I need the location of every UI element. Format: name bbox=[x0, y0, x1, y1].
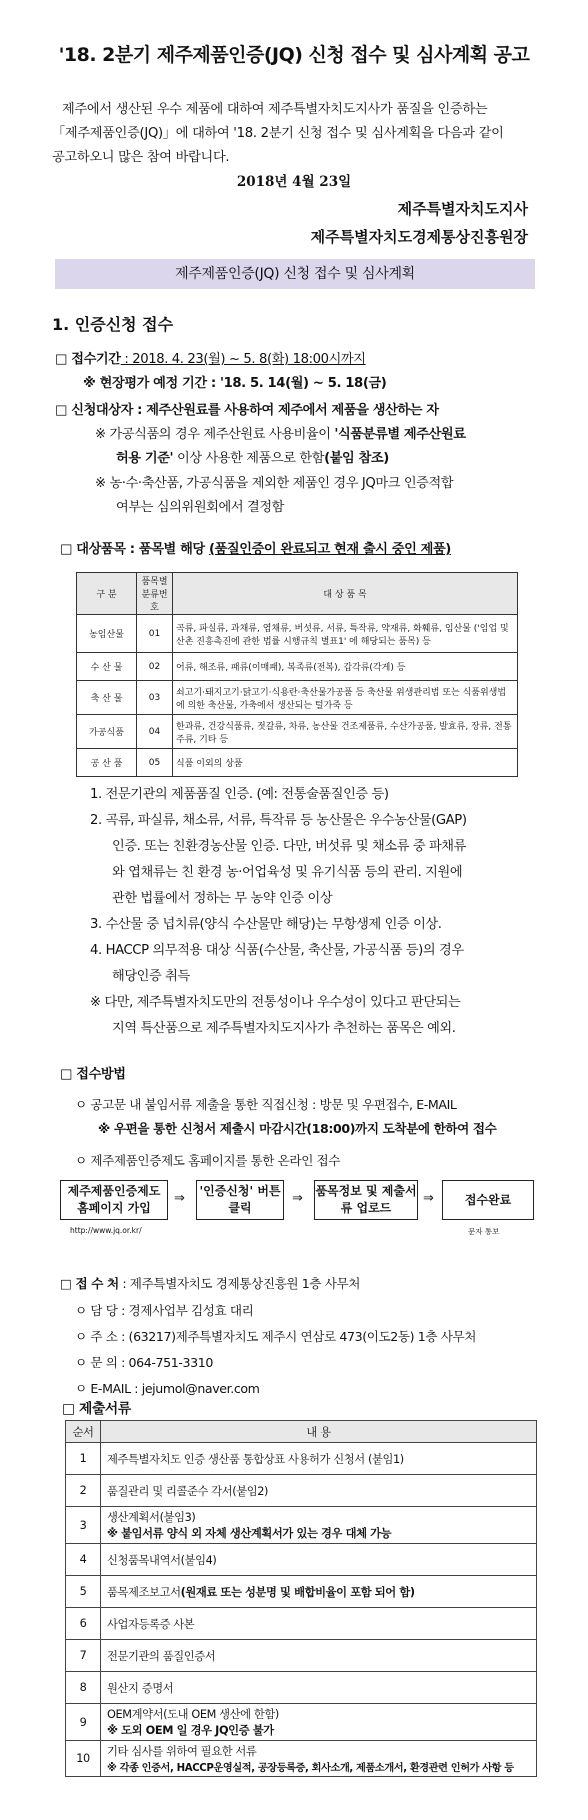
other-products-note-2: 여부는 심의위원회에서 결정함 bbox=[116, 500, 284, 515]
doc-no: 1 bbox=[66, 1443, 101, 1475]
row-desc: 어류, 해조류, 패류(이매패), 복족류(전복), 갑각류(각게) 등 bbox=[173, 653, 518, 681]
processed-food-note-2 bbox=[116, 447, 389, 466]
row-category: 축 산 물 bbox=[77, 681, 137, 715]
doc-title: 신청품목내역서(붙임4) bbox=[107, 1553, 217, 1567]
doc-no: 4 bbox=[66, 1544, 101, 1576]
note-bold-2: 허용 기준' bbox=[116, 451, 174, 466]
row-code: 05 bbox=[137, 749, 173, 777]
criteria-exception-cont: 지역 특산품으로 제주특별자치도지사가 추천하는 품목은 예외. bbox=[112, 1021, 456, 1036]
reception-period-label: □ 접수기간 bbox=[55, 352, 121, 367]
doc-title: 사업자등록증 사본 bbox=[107, 1617, 195, 1631]
doc-title: 품질관리 및 리콜준수 각서(붙임2) bbox=[107, 1484, 269, 1498]
doc-title: 생산계획서(붙임3) bbox=[107, 1511, 196, 1524]
flow-step-signup: 제주제품인증제도 홈페이지 가입 bbox=[60, 1180, 168, 1220]
flow-arrow-icon: ⇒ bbox=[292, 1191, 303, 1206]
other-products-note: ※ 농·수·축산품, 가공식품을 제외한 제품인 경우 JQ마크 인증적합 bbox=[95, 476, 454, 491]
row-desc: 한과류, 건강식품류, 젓갈류, 차류, 농산물 건조제품류, 수산가공품, 발효류, 장류, 전통주류, 기타 등 bbox=[173, 715, 518, 749]
applicant-eligibility bbox=[55, 399, 439, 418]
target-items-condition: (품질인증이 완료되고 현재 출시 중인 제품) bbox=[208, 542, 451, 557]
target-items bbox=[60, 538, 451, 557]
contact-address: ㅇ 주 소 : (63217)제주특별자치도 제주시 연삼로 473(이도2동) 1층 사무처 bbox=[75, 1329, 477, 1344]
note-text-2: 이상 사용한 제품으로 한함 bbox=[173, 451, 325, 466]
doc-text bbox=[101, 1544, 537, 1576]
doc-no: 7 bbox=[66, 1640, 101, 1672]
row-desc: 식품 이외의 상품 bbox=[173, 749, 518, 777]
doc-no: 2 bbox=[66, 1475, 101, 1507]
processed-food-note bbox=[95, 423, 466, 442]
flow-arrow-icon: ⇒ bbox=[174, 1191, 185, 1206]
row-desc: 곡류, 파실류, 과채류, 엽채류, 버섯류, 서류, 특작류, 약재류, 화훼류, 임산물 ('임업 및 산촌 진흥촉진에 관한 법률 시행규칙 별표1' 에 해당되는 품목) 등 bbox=[173, 615, 518, 653]
criteria-4-cont: 해당인증 취득 bbox=[112, 969, 190, 984]
contact-phone: ㅇ 문 의 : 064-751-3310 bbox=[75, 1355, 213, 1370]
homepage-url: http://www.jq.or.kr/ bbox=[70, 1226, 142, 1235]
flow-step-apply: '인증신청' 버튼 클릭 bbox=[196, 1180, 284, 1220]
contact-email: ㅇ E-MAIL : jejumol@naver.com bbox=[75, 1381, 260, 1396]
applicant-label: □ 신청대상자 bbox=[55, 403, 133, 418]
issuer-governor: 제주특별자치도지사 bbox=[397, 200, 528, 218]
doc-no: 8 bbox=[66, 1672, 101, 1704]
doc-text bbox=[101, 1507, 537, 1544]
criteria-exception: ※ 다만, 제주특별자치도만의 전통성이나 우수성이 있다고 판단되는 bbox=[90, 995, 461, 1010]
doc-title: 원산지 증명서 bbox=[107, 1681, 174, 1695]
criteria-2-cont: 와 엽채류는 친 환경 농·어업육성 및 유기식품 등의 관리. 지원에 bbox=[112, 865, 463, 880]
note-text: ※ 가공식품의 경우 제주산원료 사용비율이 bbox=[95, 427, 335, 442]
reception-period bbox=[55, 348, 366, 367]
doc-title: 제주특별자치도 인증 생산품 통합상표 사용허가 신청서 (붙임1) bbox=[107, 1452, 404, 1466]
col-no: 순서 bbox=[66, 1421, 101, 1443]
row-desc: 쇠고기·돼지고기·닭고기·식용란·축산물가공품 등 축산물 위생관리법 또는 식품위생법에 의한 축산물, 가축에서 생산되는 털가죽 등 bbox=[173, 681, 518, 715]
section-heading: 1. 인증신청 접수 bbox=[52, 315, 174, 334]
flow-step-upload: 품목정보 및 제출서류 업로드 bbox=[314, 1180, 418, 1220]
doc-no: 3 bbox=[66, 1507, 101, 1544]
applicant-value: : 제주산원료를 사용하여 제주에서 제품을 생산하는 자 bbox=[132, 403, 439, 418]
col-content: 내 용 bbox=[101, 1421, 537, 1443]
doc-text bbox=[101, 1741, 537, 1777]
announcement-date: 2018년 4월 23일 bbox=[236, 174, 352, 190]
intro-paragraph: 제주에서 생산된 우수 제품에 대하여 제주특별자치도지사가 품질을 인증하는「제주제품인증(JQ)」에 대하여 '18. 2분기 신청 접수 및 심사계획을 다음과 같이 공고하오니 많은 참여 바랍니다. bbox=[52, 102, 504, 165]
row-code: 01 bbox=[137, 615, 173, 653]
contact-office bbox=[60, 1273, 360, 1292]
doc-no: 5 bbox=[66, 1576, 101, 1608]
contact-label: □ 접 수 처 bbox=[60, 1276, 119, 1291]
reception-period-value: : 2018. 4. 23(월) ~ 5. 8(화) 18:00시까지 bbox=[120, 352, 366, 367]
doc-text bbox=[101, 1672, 537, 1704]
doc-title: 기타 심사를 위하여 필요한 서류 bbox=[107, 1745, 257, 1758]
issuer-agency: 제주특별자치도경제통상진흥원장 bbox=[310, 228, 528, 246]
criteria-2-cont: 관한 법률에서 정하는 무 농약 인증 이상 bbox=[112, 891, 333, 906]
doc-title: 품목제조보고서 bbox=[107, 1585, 181, 1599]
method-online: ㅇ 제주제품인증제도 홈페이지를 통한 온라인 접수 bbox=[75, 1153, 341, 1168]
doc-title: 전문기관의 품질인증서 bbox=[107, 1649, 216, 1663]
flow-arrow-icon: ⇒ bbox=[423, 1191, 434, 1206]
row-category: 농임산물 bbox=[77, 615, 137, 653]
criteria-4: 4. HACCP 의무적용 대상 식품(수산물, 축산물, 가공식품 등)의 경우 bbox=[90, 943, 464, 958]
doc-text bbox=[101, 1608, 537, 1640]
doc-text bbox=[101, 1704, 537, 1741]
row-category: 공 산 품 bbox=[77, 749, 137, 777]
doc-no: 10 bbox=[66, 1741, 101, 1777]
criteria-3: 3. 수산물 중 넙치류(양식 수산물만 해당)는 무항생제 인증 이상. bbox=[90, 917, 442, 932]
criteria-1: 1. 전문기관의 제품품질 인증. (예: 전통술품질인증 등) bbox=[90, 787, 389, 802]
target-items-table bbox=[76, 572, 518, 777]
doc-note: ※ 도외 OEM 일 경우 JQ인증 불가 bbox=[107, 1724, 274, 1737]
contact-manager: ㅇ 담 당 : 경제사업부 김성효 대리 bbox=[75, 1303, 254, 1318]
col-code: 품목별 분류번호 bbox=[137, 573, 173, 615]
doc-note: ※ 각종 인증서, HACCP운영실적, 공장등록증, 회사소개, 제품소개서, 환경관련 인허가 사항 등 bbox=[107, 1763, 514, 1774]
flow-step-complete: 접수완료 bbox=[442, 1180, 534, 1220]
row-code: 04 bbox=[137, 715, 173, 749]
row-code: 02 bbox=[137, 653, 173, 681]
doc-note: (원재료 또는 성분명 및 배합비율이 포함 되어 함) bbox=[180, 1585, 415, 1599]
documents-heading: □ 제출서류 bbox=[62, 1401, 131, 1417]
contact-value: : 제주특별자치도 경제통상진흥원 1층 사무처 bbox=[118, 1276, 361, 1291]
doc-no: 6 bbox=[66, 1608, 101, 1640]
col-category: 구 분 bbox=[77, 573, 137, 615]
doc-text bbox=[101, 1576, 537, 1608]
doc-text bbox=[101, 1443, 537, 1475]
criteria-2-cont: 인증. 또는 친환경농산물 인증. 다만, 버섯류 및 채소류 중 파채류 bbox=[112, 839, 466, 854]
doc-title: OEM계약서(도내 OEM 생산에 한함) bbox=[107, 1708, 279, 1721]
sms-notice: 문자 통보 bbox=[468, 1227, 500, 1236]
method-mail-note: ※ 우편을 통한 신청서 제출시 마감시간(18:00)까지 도착분에 한하여 접수 bbox=[98, 1121, 497, 1136]
doc-text bbox=[101, 1640, 537, 1672]
note-ref: (붙임 참조) bbox=[324, 451, 389, 466]
doc-no: 9 bbox=[66, 1704, 101, 1741]
section-banner: 제주제품인증(JQ) 신청 접수 및 심사계획 bbox=[55, 259, 535, 289]
documents-table bbox=[65, 1420, 537, 1777]
page-title: '18. 2분기 제주제품인증(JQ) 신청 접수 및 심사계획 공고 bbox=[58, 44, 530, 66]
site-evaluation-note: ※ 현장평가 예정 기간 : '18. 5. 14(월) ~ 5. 18(금) bbox=[83, 376, 387, 391]
target-items-label: □ 대상품목 bbox=[60, 542, 126, 557]
target-items-value: : 품목별 해당 bbox=[125, 542, 209, 557]
row-category: 가공식품 bbox=[77, 715, 137, 749]
criteria-2: 2. 곡류, 파실류, 채소류, 서류, 특작류 등 농산물은 우수농산물(GAP) bbox=[90, 813, 467, 828]
row-category: 수 산 물 bbox=[77, 653, 137, 681]
note-bold: '식품분류별 제주산원료 bbox=[334, 427, 466, 442]
row-code: 03 bbox=[137, 681, 173, 715]
doc-note: ※ 붙임서류 양식 외 자체 생산계획서가 있는 경우 대체 가능 bbox=[107, 1527, 392, 1540]
doc-text bbox=[101, 1475, 537, 1507]
method-heading: □ 접수방법 bbox=[60, 1067, 126, 1082]
col-items: 대 상 품 목 bbox=[173, 573, 518, 615]
method-direct: ㅇ 공고문 내 붙임서류 제출을 통한 직접신청 : 방문 및 우편접수, E-MAIL bbox=[75, 1097, 457, 1112]
